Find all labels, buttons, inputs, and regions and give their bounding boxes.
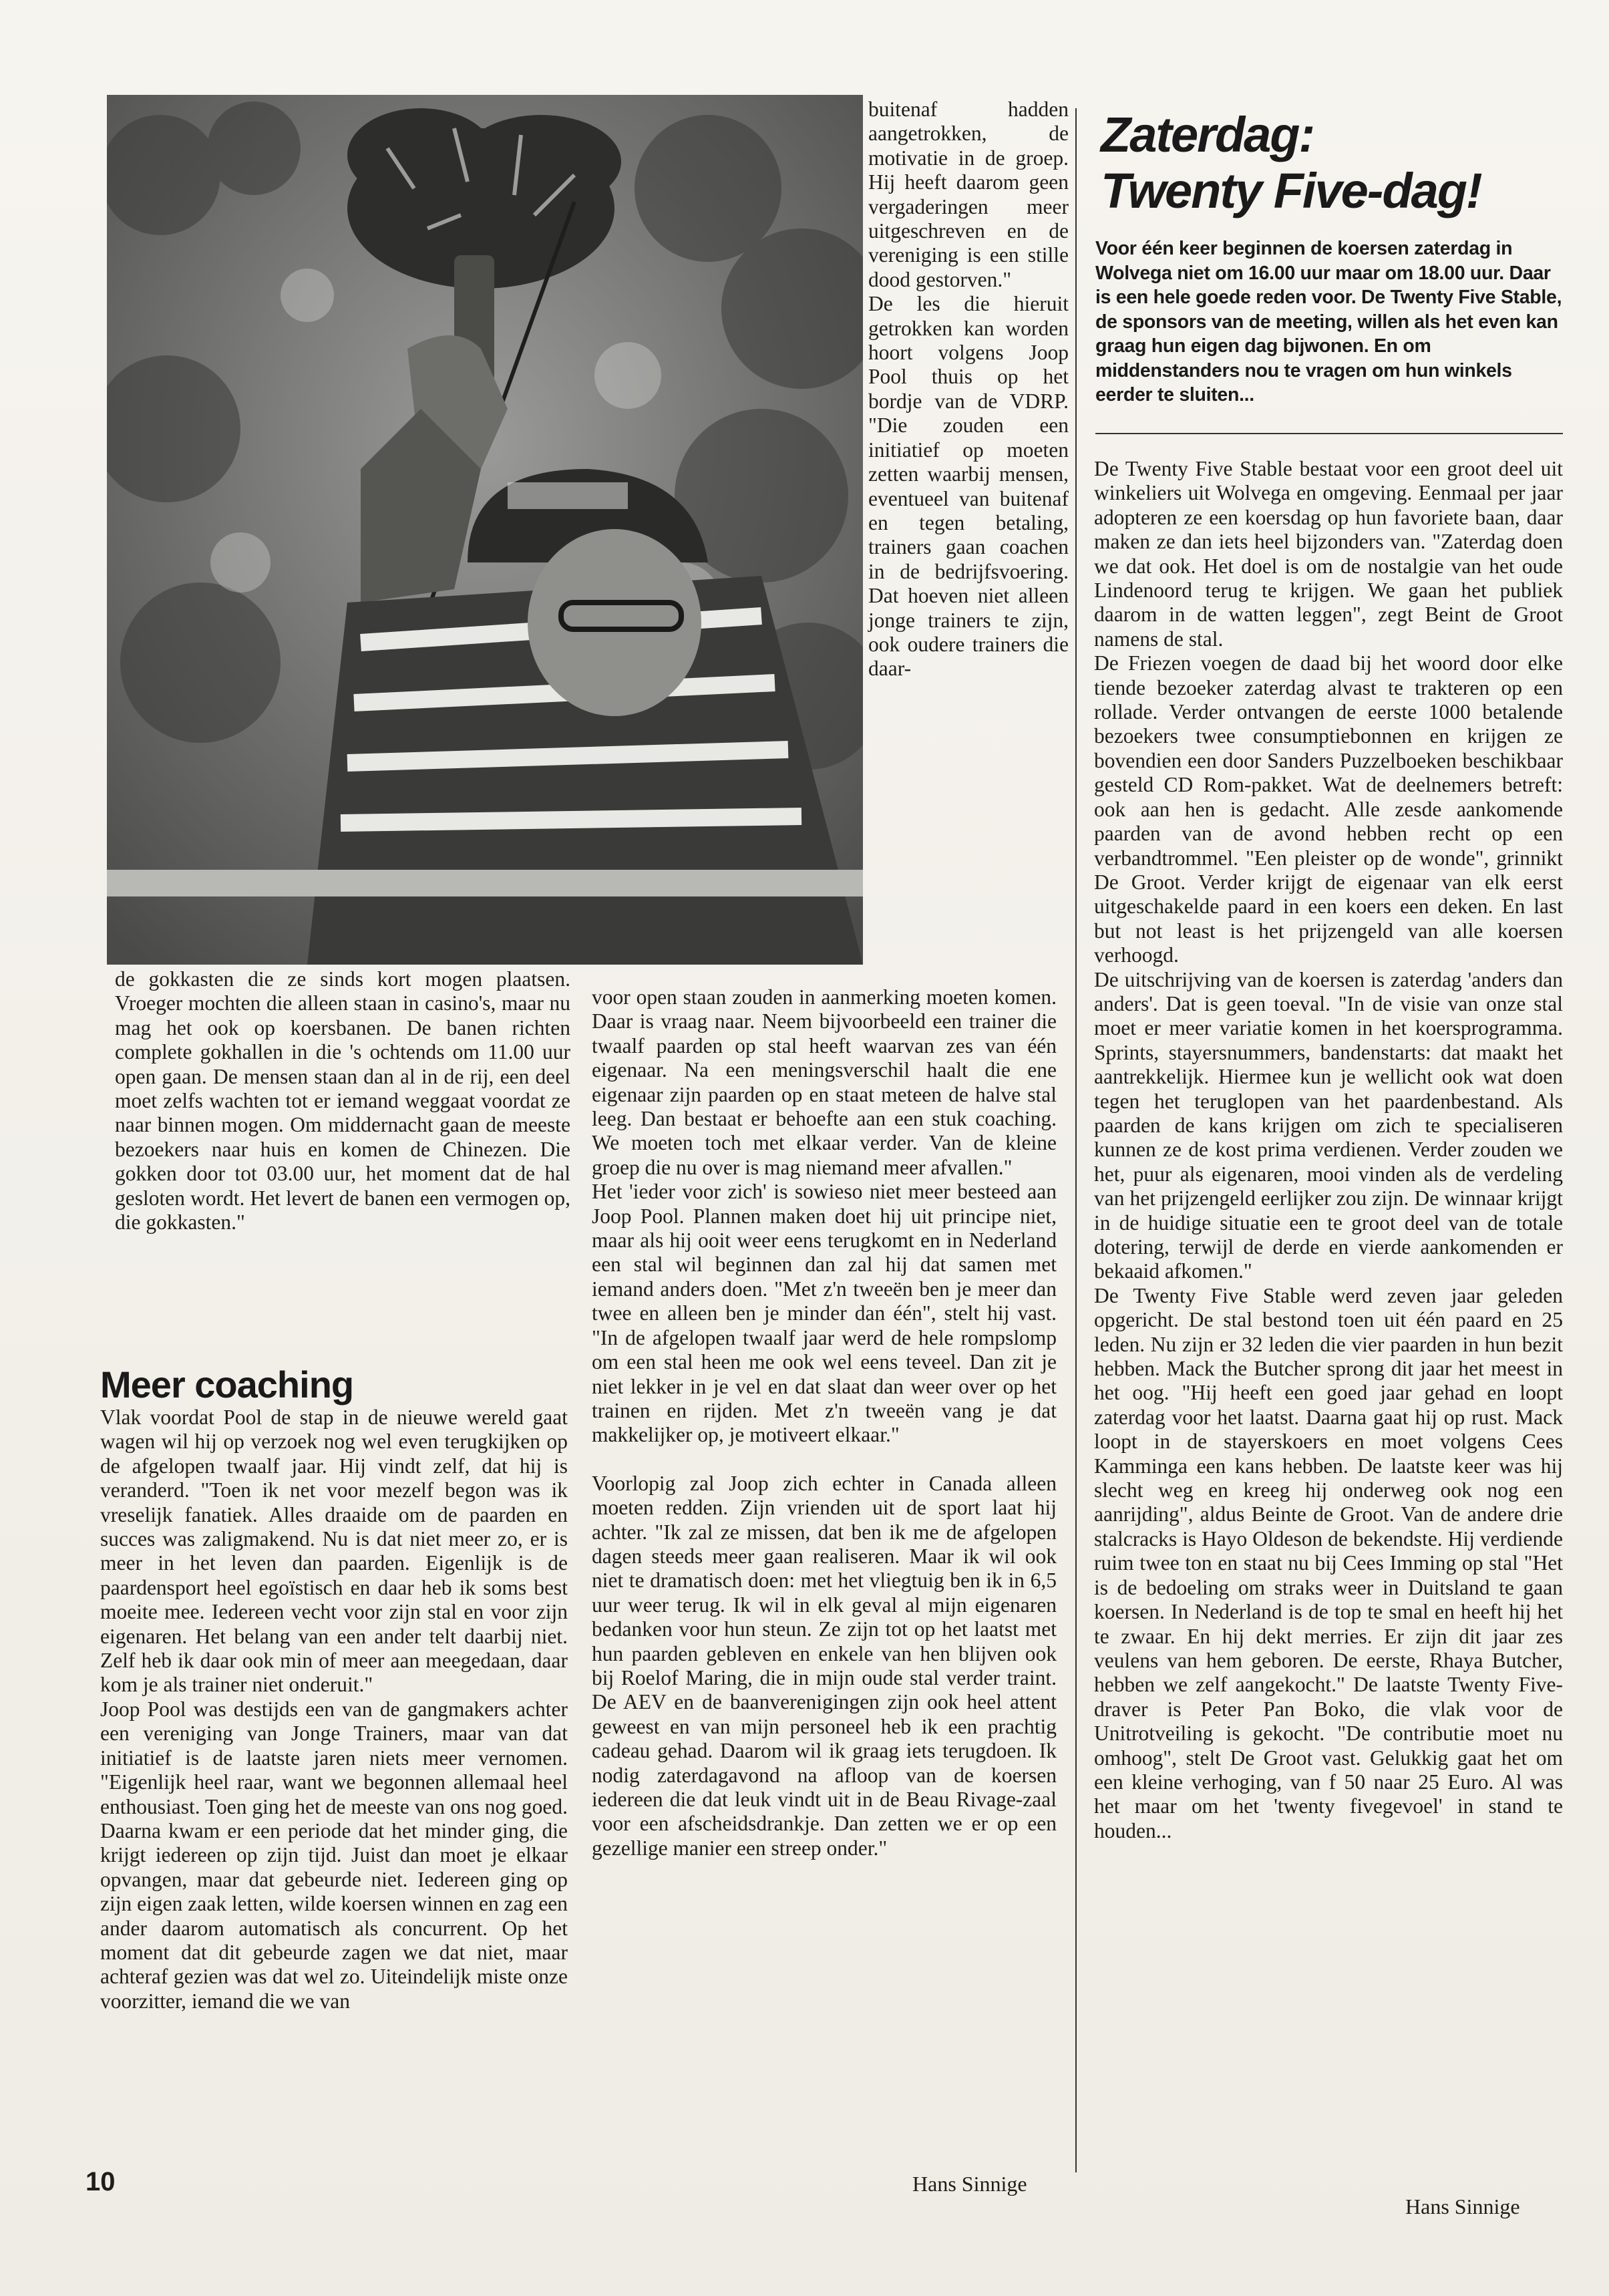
right-column-body	[1094, 457, 1563, 1843]
right-paragraph-3: De uitschrijving van de koersen is zaterdag 'anders dan anders'. Dat is geen toeval. "In de visie van onze stal moet er meer variatie komen in het koersprogramma. Sprints, stayersnummers, bandenstarts: dat maakt het aantrekkelijk. Hiermee kun je wellicht ook wat doen tegen het teruglopen van het paardenbestand. Als paarden de kans krijgen om zich te specialiseren kunnen ze de kost prima verdienen. Verder zouden we het, puur als eigenaren, mooi vinden als de verdeling van het prijzengeld eerlijker zou zijn. De winnaar krijgt in de huidige situatie een te groot deel van de totale dotering, terwijl de derde en vierde aankomenden er bekaaid afkomen."	[1094, 967, 1563, 1283]
page-number: 10	[85, 2167, 116, 2196]
left-top-paragraph: de gokkasten die ze sinds kort mogen plaatsen. Vroeger mochten die alleen staan in casino's, maar nu mag het ook op koersbanen. De banen richten complete gokhallen in die 's ochtends om 11.00 uur open gaan. De mensen staan dan al in de rij, een deel moet zelfs wachten tot er iemand weggaat voordat ze naar binnen mogen. Om middernacht gaan de meeste bezoekers naar huis en komen de Chinezen. Die gokken door tot 03.00 uur, het moment dat de hal gesloten wordt. Het levert de banen een vermogen op, die gokkasten."	[115, 967, 570, 1235]
photo-illustration	[107, 95, 863, 965]
right-intro: Voor één keer beginnen de koersen zaterdag in Wolvega niet om 16.00 uur maar om 18.00 uur. Daar is een hele goede reden voor. De Twenty Five Stable, de sponsors van de meeting, willen als het even kan graag hun eigen dag bijwonen. En om middenstanders nou te vragen om hun winkels eerder te sluiten...	[1095, 238, 1562, 405]
right-title-line-2: Twenty Five-dag!	[1101, 163, 1481, 218]
photo-side-paragraph-2: De les die hieruit getrokken kan worden hoort volgens Joop Pool thuis op het bordje van de VDRP. "Die zouden een initiatief op moeten zetten waarbij mensen, eventueel van buitenaf en tegen betaling, trainers gaan coachen in de bedrijfsvoering. Dat hoeven niet alleen jonge trainers te zijn, ook oudere trainers die daar-	[868, 292, 1069, 681]
photo-side-paragraph-1: buitenaf hadden aangetrokken, de motivatie in de groep. Hij heeft daarom geen vergaderingen meer uitgeschreven en de vereniging is een stille dood gestorven."	[868, 98, 1069, 291]
left-paragraph-1: Vlak voordat Pool de stap in de nieuwe wereld gaat wagen wil hij op verzoek nog wel even terugkijken op de afgelopen twaalf jaar. Hij vindt zelf, dat hij is veranderd. "Toen ik net voor mezelf begon was ik vreselijk fanatiek. Alles draaide om de paarden en succes was zaligmakend. Nu is dat niet meer zo, er is meer in het leven dan paarden. Eigenlijk is de paardensport heel egoïstisch en daar heb ik soms best moeite mee. Iedereen vecht voor zijn stal en voor zijn eigenaren. Het belang van een ander telt daarbij niet. Zelf heb ik daar ook min of meer aan meegedaan, daar kom je als trainer niet onderuit."	[100, 1406, 568, 1697]
middle-column	[592, 985, 1057, 1860]
section-heading-meer-coaching: Meer coaching	[100, 1363, 354, 1406]
middle-paragraph-spacer	[592, 1448, 1057, 1472]
right-paragraph-4: De Twenty Five Stable werd zeven jaar geleden opgericht. De stal bestond toen uit één paard en 25 leden. Nu zijn er 32 leden die vier paarden in hun bezit hebben. Mack the Butcher sprong dit jaar het meest in het oog. "Hij heeft een goed jaar gehad en loopt zaterdag voor het laatst. Daarna gaat hij op rust. Mack loopt in de stayerskoers en moet volgens Cees Kamminga een kans hebben. De laatste keer was hij slecht weg en kreeg hij onderweg ook nog een aanrijding", aldus Beinte de Groot. Van de andere drie stalcracks is Hayo Oldeson de bekendste. Hij verdiende ruim twee ton en staat nu bij Cees Imming op stal "Het is de bedoeling om straks weer in Duitsland te gaan koersen. In Nederland is de top te smal en heeft hij het te zwaar. En hij dekt merries. Er zijn dit jaar zes veulens van hem geboren. De eerste, Rhaya Butcher, hebben we zelf aangekocht." De laatste Twenty Five-draver is Peter Pan Boko, die vlak voor de Unitrotveiling is gekocht. "De contributie moet nu omhoog", stelt De Groot vast. Gelukkig gaat het om een kleine verhoging, van f 50 naar 25 Euro. Al was het maar om het 'twenty fivegevoel' in stand te houden...	[1094, 1283, 1563, 1842]
right-title-line-1: Zaterdag:	[1101, 107, 1314, 162]
middle-paragraph-3: Voorlopig zal Joop zich echter in Canada alleen moeten redden. Zijn vrienden uit de sport laat hij achter. "Ik zal ze missen, dat ben ik me de afgelopen dagen steeds meer gaan realiseren. Maar ik wil ook niet te dramatisch doen: met het vliegtuig ben ik in 6,5 uur weer terug. Ik wil in elk geval al mijn eigenaren bedanken voor hun steun. Ze zijn tot op het laatst met hun paarden gebleven en enkele van hen blijven ook bij Roelof Maring, die in mijn oude stal verder traint. De AEV en de baanverenigingen zijn ook heel attent geweest en van mijn personeel heb ik een prachtig cadeau gehad. Daarom wil ik graag iets terugdoen. Ik nodig zaterdagavond na afloop van de koersen iedereen die dat leuk vindt uit in de Beau Rivage-zaal voor een afscheidsdrankje. Dan zetten we er op een gezellige manier een streep onder."	[592, 1471, 1057, 1860]
right-signature: Hans Sinnige	[1405, 2194, 1520, 2219]
left-paragraph-2: Joop Pool was destijds een van de gangmakers achter een vereniging van Jonge Trainers, maar van dat initiatief is de laatste jaren niets meer vernomen. "Eigenlijk heel raar, want we begonnen allemaal heel enthousiast. Toen ging het de meeste van ons nog goed. Daarna kwam er een periode dat het minder ging, die krijgt iedereen op zijn tijd. Juist dan moet je elkaar opvangen, maar dat gebeurde niet. Iedereen ging op zijn eigen zaak letten, wilde koersen winnen en zag een ander daarom automatisch als concurrent. Op het moment dat dit gebeurde zagen we dat niet, maar achteraf gezien was dat wel zo. Uiteindelijk miste onze voorzitter, iemand die we van	[100, 1697, 568, 2013]
middle-paragraph-1: voor open staan zouden in aanmerking moeten komen. Daar is vraag naar. Neem bijvoorbeeld een trainer die twaalf paarden op stal heeft waarvan zes van één eigenaar. Na een meningsverschil haalt die ene eigenaar zijn paarden op en staat meteen de halve stal leeg. Dan bestaat er behoefte aan een stuk coaching. We moeten toch met elkaar verder. Van de kleine groep die nu over is mag niemand meer afvallen."	[592, 985, 1057, 1179]
left-column-bottom	[100, 1406, 568, 2013]
left-column-top	[115, 967, 570, 1235]
intro-divider	[1095, 433, 1563, 434]
photo-side-column	[868, 98, 1069, 681]
column-divider	[1075, 108, 1077, 2172]
middle-paragraph-2: Het 'ieder voor zich' is sowieso niet meer besteed aan Joop Pool. Plannen maken doet hij uit principe niet, maar als hij ooit weer eens terugkomt en in Nederland een stal wil beginnen dan zal hij dat samen met iemand anders doen. "Met z'n tweeën ben je meer dan twee en alleen ben je minder dan één", stelt hij vast. "In de afgelopen twaalf jaar werd de hele rompslomp om een stal heen me ook wel eens teveel. Dan zit je niet lekker in je vel en dat slaat dan weer over op het trainen en rijden. Met z'n tweeën vang je dat makkelijker op, je motiveert elkaar."	[592, 1180, 1057, 1447]
middle-signature: Hans Sinnige	[912, 2172, 1027, 2196]
right-paragraph-1: De Twenty Five Stable bestaat voor een groot deel uit winkeliers uit Wolvega en omgeving. Eenmaal per jaar adopteren ze een koersdag op hun favoriete baan, daar maken ze dan iets heel bijzonders van. "Zaterdag doen we dat ook. Het doel is om de nostalgie van het oude Lindenoord terug te krijgen. We gaan het publiek daarom in de watten leggen", zegt Beint de Groot namens de stal.	[1094, 457, 1563, 651]
jockey-photo	[107, 95, 863, 965]
right-paragraph-2: De Friezen voegen de daad bij het woord door elke tiende bezoeker zaterdag alvast te trakteren op een rollade. Verder ontvangen de eerste 1000 betalende bezoekers twee consumptiebonnen en krijgen ze bovendien een door Sanders Puzzelboeken beschikbaar gesteld CD Rom-pakket. Wat de deelnemers betreft: ook aan hen is gedacht. Alle zesde aankomende paarden van de avond hebben recht op een verbandtrommel. "Een pleister op de wonde", grinnikt De Groot. Verder krijgt de eigenaar van elk eerst uitgeschakelde paard in een koers een deken. En last but not least is het prijzengeld van alle koersen verhoogd.	[1094, 651, 1563, 967]
right-article-title	[1101, 107, 1515, 219]
